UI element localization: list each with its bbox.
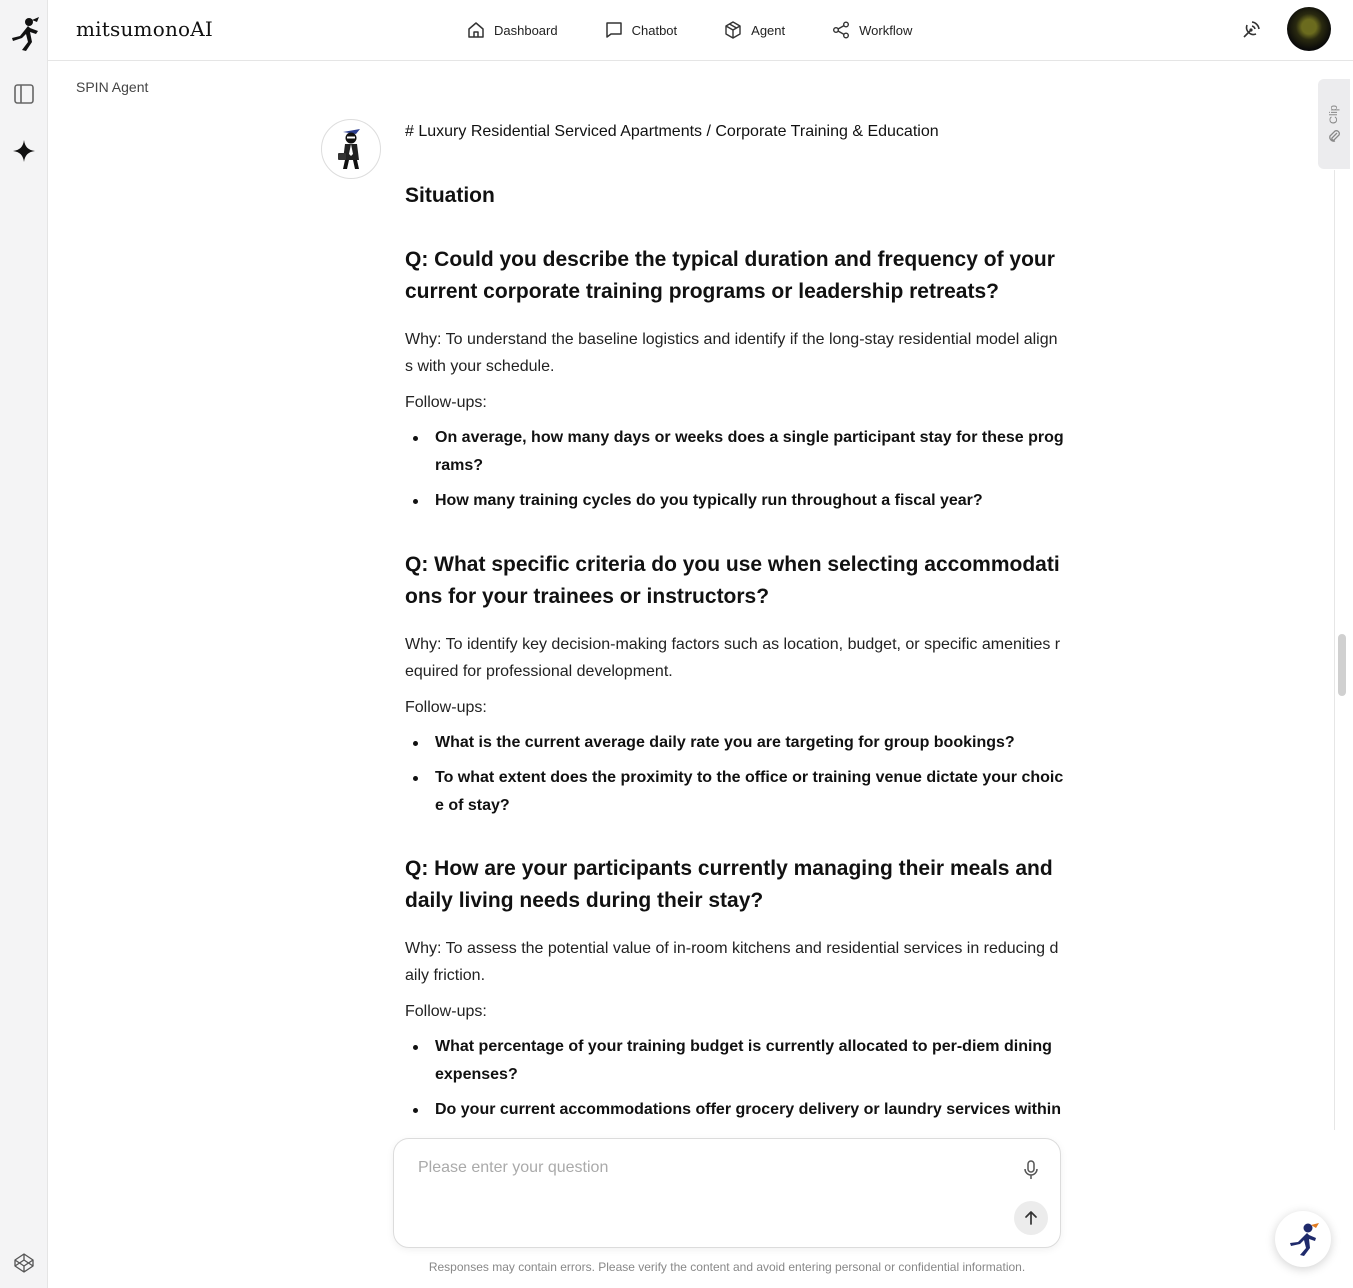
main-nav [466,0,958,60]
agent-avatar [321,119,381,179]
breadcrumb[interactable]: SPIN Agent [76,79,149,95]
top-header [48,0,1353,61]
question-heading: Q: How are your participants currently managing their meals and daily living needs during their stay? [405,857,1053,912]
question-input[interactable] [418,1159,998,1177]
followups-label: Follow-ups: [405,394,487,411]
assistant-fab[interactable] [1275,1211,1331,1267]
codepen-icon[interactable] [12,1251,36,1275]
send-button[interactable] [1014,1201,1048,1235]
broadcast-icon[interactable] [1239,18,1263,42]
brand-name[interactable]: mitsumonoAI [76,17,214,41]
followups-label: Follow-ups: [405,1003,487,1020]
nav-workflow-label: Workflow [859,22,913,38]
scroll-track [1334,170,1335,1130]
nav-chatbot-label: Chatbot [631,22,678,38]
microphone-icon[interactable] [1020,1159,1042,1181]
user-avatar[interactable] [1287,7,1331,51]
nav-workflow[interactable] [831,20,912,40]
followups-list [405,424,1065,515]
clip-tab[interactable] [1318,79,1350,169]
question-heading: Q: What specific criteria do you use when selecting accommodations for your trainees or instructors? [405,552,1060,608]
left-rail [0,0,48,1288]
sparkle-icon[interactable] [12,139,36,163]
question-why: Why: To understand the baseline logistics and identify if the long-stay residential model aligns with your schedule. [405,331,1058,375]
ninja-logo-icon[interactable] [8,16,40,52]
chat-icon [604,20,624,40]
chat-input-box[interactable] [393,1138,1061,1248]
paperclip-icon [1327,129,1341,143]
nav-agent[interactable] [723,20,785,40]
section-heading: Situation [405,184,495,207]
question-why: Why: To assess the potential value of in-room kitchens and residential services in reducing daily friction. [405,940,1059,984]
question-why: Why: To identify key decision-making factors such as location, budget, or specific amenities required for professional development. [405,635,1061,680]
list-item: What percentage of your training budget is currently allocated to per-diem dining expenses? [405,1033,1065,1088]
home-icon [466,20,486,40]
list-item: What is the current average daily rate you are targeting for group bookings? [405,729,1065,757]
list-item: On average, how many days or weeks does a single participant stay for these programs? [405,424,1065,479]
share-icon [831,20,851,40]
message-title: # Luxury Residential Serviced Apartments / Corporate Training & Education [405,123,939,140]
list-item: How many training cycles do you typically run throughout a fiscal year? [405,487,1065,515]
question-heading: Q: Could you describe the typical duration and frequency of your current corporate training programs or leadership retreats? [405,248,1055,303]
list-item: To what extent does the proximity to the office or training venue dictate your choice of stay? [405,764,1065,819]
nav-dashboard-label: Dashboard [494,22,558,38]
scrollbar-thumb[interactable] [1338,634,1346,696]
clip-label: Clip [1328,104,1340,124]
nav-chatbot[interactable] [604,20,678,40]
agent-message [405,118,1065,1159]
followups-label: Follow-ups: [405,698,487,716]
disclaimer-text: Responses may contain errors. Please verify the content and avoid entering personal or confidential information. [428,1260,1026,1274]
followups-list [405,729,1065,820]
arrow-up-icon [1022,1209,1040,1227]
nav-dashboard[interactable] [466,20,558,40]
list-item: Do your current accommodations offer grocery delivery or laundry services within [405,1096,1065,1151]
nav-agent-label: Agent [751,22,786,38]
sidebar-toggle-icon[interactable] [12,82,36,106]
cube-icon [723,20,743,40]
ninja-mascot-icon [1285,1221,1321,1257]
